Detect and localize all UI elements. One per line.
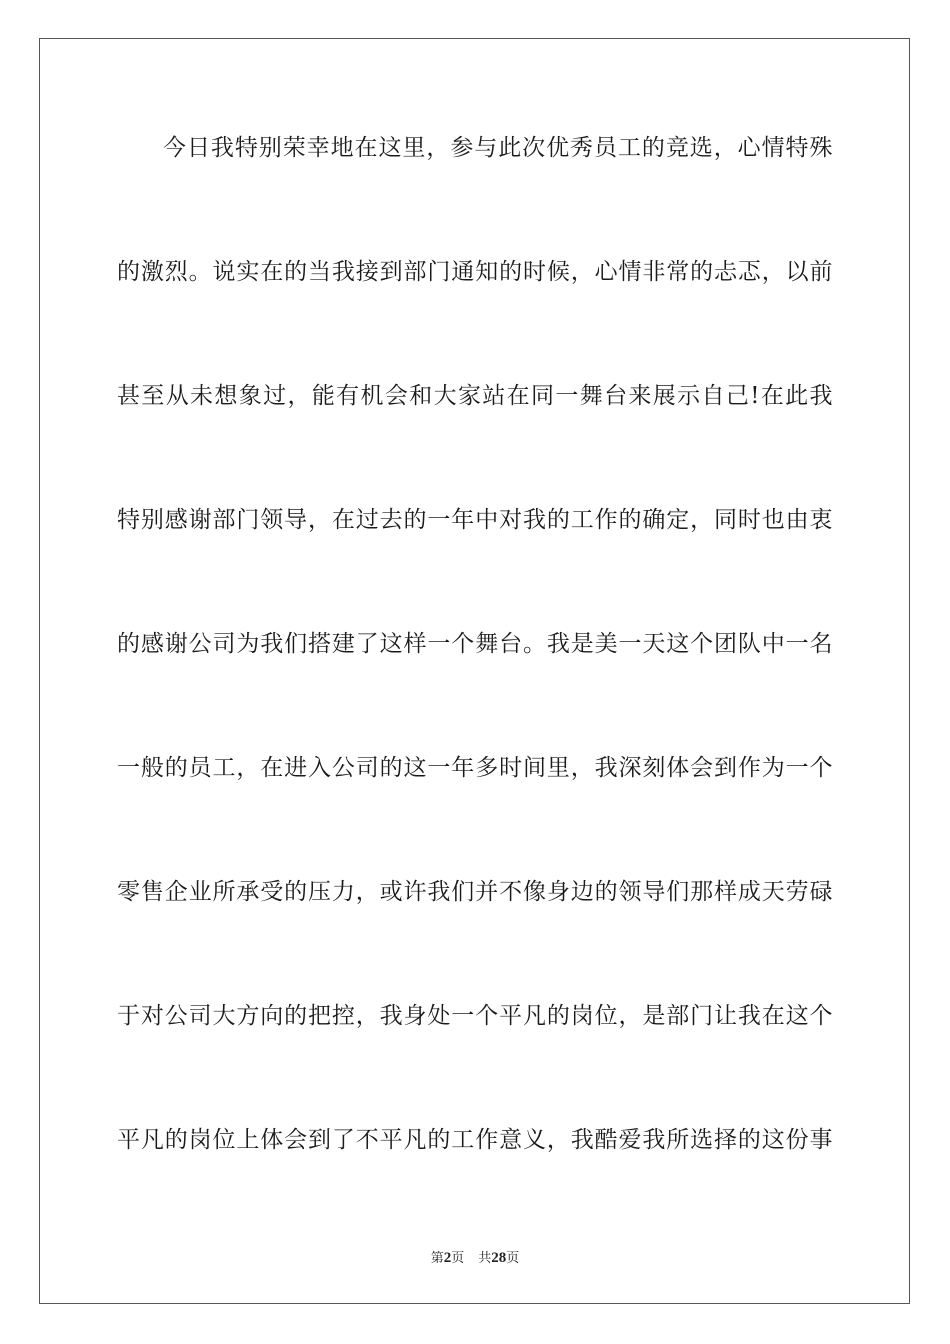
text-line-7 bbox=[117, 872, 833, 934]
text-line-9 bbox=[117, 1120, 833, 1182]
paragraph-line: 的感谢公司为我们搭建了这样一个舞台。我是美一天这个团队中一名 bbox=[117, 631, 833, 657]
paragraph-line: 一般的员工，在进入公司的这一年多时间里，我深刻体会到作为一个 bbox=[117, 755, 833, 781]
paragraph-line: 零售企业所承受的压力，或许我们并不像身边的领导们那样成天劳碌 bbox=[117, 879, 833, 905]
document-body bbox=[117, 128, 833, 1244]
paragraph-line: 特别感谢部门领导，在过去的一年中对我的工作的确定，同时也由衷 bbox=[117, 507, 833, 533]
text-line-3 bbox=[117, 376, 833, 438]
text-line-4 bbox=[117, 500, 833, 562]
text-line-8 bbox=[117, 996, 833, 1058]
text-line-5 bbox=[117, 624, 833, 686]
total-suffix: 页 bbox=[506, 1251, 520, 1266]
page-number: 2 bbox=[443, 1250, 452, 1266]
page-prefix: 第 bbox=[430, 1251, 444, 1266]
text-line-1 bbox=[117, 128, 833, 190]
text-line-2 bbox=[117, 252, 833, 314]
paragraph-line: 平凡的岗位上体会到了不平凡的工作意义，我酷爱我所选择的这份事 bbox=[117, 1127, 833, 1153]
paragraph-line: 的激烈。说实在的当我接到部门通知的时候，心情非常的忐忑，以前 bbox=[117, 259, 833, 285]
paragraph-line: 甚至从未想象过，能有机会和大家站在同一舞台来展示自己!在此我 bbox=[117, 383, 833, 409]
paragraph-line: 于对公司大方向的把控，我身处一个平凡的岗位，是部门让我在这个 bbox=[117, 1003, 833, 1029]
total-pages: 28 bbox=[491, 1250, 507, 1266]
page-suffix: 页 bbox=[451, 1251, 465, 1266]
text-line-6 bbox=[117, 748, 833, 810]
total-prefix: 共 bbox=[478, 1251, 492, 1266]
paragraph-line: 今日我特别荣幸地在这里，参与此次优秀员工的竞选，心情特殊 bbox=[163, 135, 833, 161]
page-footer bbox=[0, 1247, 950, 1267]
